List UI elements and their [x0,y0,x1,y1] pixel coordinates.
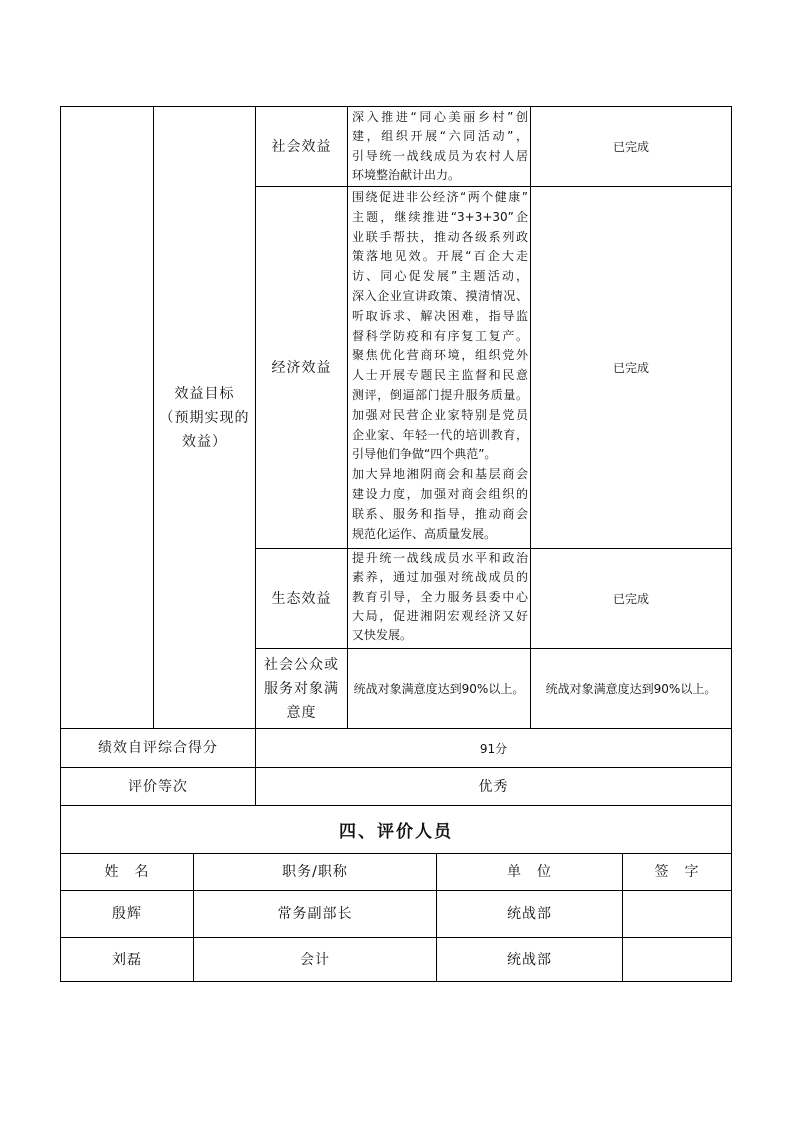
description-line: 围绕促进非公经济“两个健康” [352,190,528,204]
description-ecological-benefit [348,549,530,645]
description-line: 访、同心促发展”主题活动， [352,269,528,284]
benefit-target-label-line: （预期实现的 [159,409,250,426]
reviewer-name: 殷辉 [112,906,142,922]
description-line: 策落地见效。开展“百企大走 [352,249,528,264]
indicator-satisfaction [256,649,347,728]
status-ecological-benefit: 已完成 [612,592,649,606]
description-line: 主题，继续推进“3+3+30”企 [352,209,528,224]
indicator-satisfaction-line: 服务对象满 [264,680,339,697]
section-title: 四、评价人员 [339,822,453,842]
benefit-target-label [154,107,255,728]
description-line: 加强对民营企业家特别是党员 [352,407,528,422]
description-line: 提升统一战线成员水平和政治 [352,551,528,565]
status-economic-benefit: 已完成 [612,361,649,375]
reviewer-unit: 统战部 [507,951,552,968]
description-line: 深入企业宣讲政策、摸清情况、 [352,288,528,303]
description-social-benefit [348,108,530,185]
benefit-target-label-line: 效益） [182,433,227,450]
description-line: 督科学防疫和有序复工复产。 [352,328,528,343]
description-line: 素养，通过加强对统战成员的 [352,570,528,585]
description-satisfaction: 统战对象满意度达到90%以上。 [353,682,525,696]
reviewer-name: 刘磊 [112,951,142,968]
score-value: 91分 [479,741,508,756]
description-line: 听取诉求、解决困难，指导监 [352,308,528,323]
header-position: 职务/职称 [282,864,348,880]
status-satisfaction: 统战对象满意度达到90%以上。 [545,682,717,696]
description-economic-benefit [348,188,530,544]
description-line: 建设力度，加强对商会组织的 [352,486,528,501]
indicator-economic-benefit: 经济效益 [271,359,332,376]
indicator-satisfaction-line: 意度 [286,704,317,721]
description-line: 人士开展专题民主监督和民意 [352,368,528,383]
description-line: 教育引导，全力服务县委中心 [352,589,528,604]
description-line: 又快发展。 [352,628,413,643]
grade-value: 优秀 [478,778,509,795]
description-line: 规范化运作、高质量发展。 [352,526,497,541]
benefit-target-label-line: 效益目标 [174,385,235,402]
reviewer-signature [623,891,731,937]
status-social-benefit: 已完成 [612,140,649,154]
reviewer-position: 会计 [300,951,330,968]
description-line: 聚焦优化营商环境，组织党外 [352,348,528,363]
header-signature: 签 字 [654,864,700,880]
indicator-ecological-benefit: 生态效益 [271,590,332,607]
indicator-social-benefit: 社会效益 [271,138,332,155]
reviewer-position: 常务副部长 [277,906,353,922]
description-line: 大局，促进湘阴宏观经济又好 [352,608,528,623]
description-line: 深入推进“同心美丽乡村”创 [352,110,528,124]
description-line: 环境整治献计出力。 [352,167,461,182]
description-line: 联系、服务和指导，推动商会 [352,506,528,521]
description-line: 加大异地湘阴商会和基层商会 [352,467,528,482]
score-label: 绩效自评综合得分 [98,740,218,756]
grade-label: 评价等次 [128,778,188,795]
reviewer-signature [623,938,731,981]
description-line: 建，组织开展“六同活动”， [352,129,528,144]
description-line: 测评，倒逼部门提升服务质量。 [352,387,528,402]
description-line: 企业家、年轻一代的培训教育， [352,427,528,442]
indicator-satisfaction-line: 社会公众或 [264,656,339,673]
rule [731,106,732,982]
description-line: 引导他们争做“四个典范”。 [352,447,497,462]
description-line: 引导统一战线成员为农村人居 [352,148,528,163]
header-name: 姓 名 [104,864,150,880]
description-line: 业联手帮扶，推动各级系列政 [352,229,528,244]
rule [60,981,732,982]
header-unit: 单 位 [507,864,552,880]
reviewer-unit: 统战部 [507,906,552,922]
